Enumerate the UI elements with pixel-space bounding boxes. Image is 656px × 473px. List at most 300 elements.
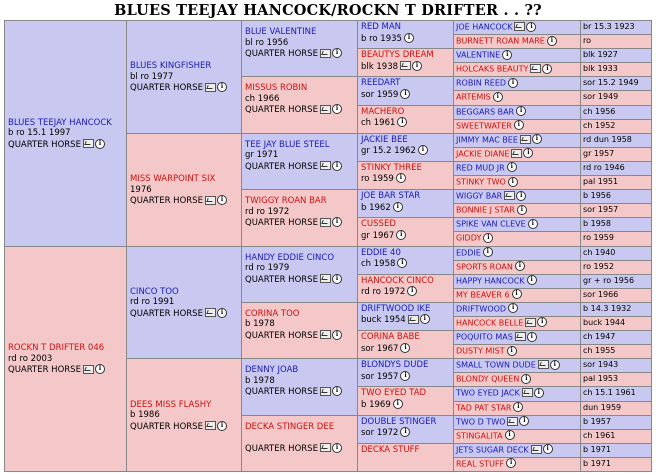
horse-name-link[interactable]: DUSTY MIST [456,346,505,356]
g3-horse-cell [241,246,358,303]
info-icon[interactable]: i [95,139,105,149]
record-icons [515,331,537,343]
record-icons [507,416,529,428]
info-icon[interactable]: i [95,364,105,374]
horse-name-link[interactable]: TWO EYED TAD [361,388,427,399]
info-icon[interactable]: i [516,191,526,201]
card-icon[interactable] [320,387,331,396]
info-icon[interactable]: i [512,289,522,299]
info-icon[interactable]: i [550,360,560,370]
info-icon[interactable]: i [507,346,517,356]
info-icon[interactable]: i [527,332,537,342]
record-icons [483,232,493,244]
info-icon[interactable]: i [396,230,406,240]
record-icons [508,77,518,89]
horse-name-link[interactable]: REEDART [361,78,401,89]
g5-horse-cell [453,217,581,232]
record-icons [525,317,547,329]
g5-horse-cell [453,288,581,303]
horse-name-link[interactable]: TAD PAT STAR [456,403,512,413]
record-icons [512,289,522,301]
horse-name-link[interactable]: BLONDY QUEEN [456,374,520,384]
horse-name-link[interactable]: DOUBLE STINGER [361,416,437,427]
info-icon[interactable]: i [404,33,414,43]
info-icon[interactable]: i [517,205,527,215]
record-icons [514,120,524,132]
horse-name-link[interactable]: JACKIE DIANE [456,149,510,159]
g5-horse-details: ro 1959 [580,231,652,246]
horse-details-row [361,343,450,355]
info-icon[interactable]: i [542,64,552,74]
g5-horse-details: ch 1940 [580,246,652,261]
horse-details: b 1986 [130,410,160,421]
g5-horse-details: rd ro 1946 [580,161,652,176]
info-icon[interactable]: i [217,421,227,431]
info-icon[interactable]: i [523,148,533,158]
card-icon[interactable] [83,139,94,148]
info-icon[interactable]: i [514,120,524,130]
info-icon[interactable]: i [217,82,227,92]
horse-name-link[interactable]: VALENTINE [456,50,501,60]
g5-horse-cell [453,161,581,176]
horse-name-link[interactable]: BLUES KINGFISHER [130,61,212,72]
g5-horse-details: b 1971 [580,443,652,458]
horse-name-link[interactable]: MISS WARPOINT SIX [130,174,216,185]
card-icon[interactable] [522,388,533,397]
info-icon[interactable]: i [519,416,529,426]
record-icons [397,258,407,269]
info-icon[interactable]: i [508,78,518,88]
horse-details: sor 1967 [361,343,399,354]
g1-horse-cell [4,20,127,247]
g5-horse-details: gr 1957 [580,147,652,162]
info-icon[interactable]: i [543,444,553,454]
horse-name-link[interactable]: CORINA BABE [361,332,420,343]
horse-name-link[interactable]: HANDY EDDIE CINCO [245,252,335,263]
record-icons [522,387,544,399]
g5-horse-cell [453,147,581,162]
info-icon[interactable]: i [332,48,342,58]
g5-horse-cell [453,133,581,148]
breed-row [130,82,227,94]
horse-name-link[interactable]: SWEETWATER [456,121,512,131]
record-icons [408,314,430,325]
horse-name-link[interactable]: JACKIE BEE [361,134,408,145]
horse-name-link[interactable]: DECKA STINGER DEE [245,421,335,432]
g5-horse-cell [453,401,581,416]
horse-name-link[interactable]: JIMMY MAC BEE [456,135,518,145]
card-icon[interactable] [320,49,331,58]
record-icons [320,330,342,341]
g5-horse-cell [453,358,581,373]
horse-details: gr 1971 [245,150,279,161]
card-icon[interactable] [205,308,216,317]
horse-details-row [361,230,450,242]
card-icon[interactable] [205,421,216,430]
horse-details: b 1962 [361,202,391,213]
horse-details: ch 1966 [245,93,280,104]
card-icon[interactable] [538,360,549,369]
info-icon[interactable]: i [528,219,538,229]
horse-name-link[interactable]: SPIKE VAN CLEVE [456,219,526,229]
horse-name-link[interactable]: MISSUS ROBIN [245,83,308,94]
horse-name-link[interactable]: EDDIE [456,248,481,257]
horse-name-link[interactable]: CORINA TOO [245,308,300,319]
info-icon[interactable]: i [507,162,517,172]
breed-row [245,217,354,229]
horse-name-link[interactable]: HOLCAKS BEAUTY [456,64,529,74]
record-icons [83,364,105,375]
breed-label: QUARTER HORSE [130,308,203,319]
horse-details-row [361,258,450,270]
card-icon[interactable] [525,318,536,327]
breed-label: QUARTER HORSE [8,139,81,150]
horse-name-link[interactable]: BLONDYS DUDE [361,360,429,371]
info-icon[interactable]: i [332,217,342,227]
horse-name-link[interactable]: SPORTS ROAN [456,262,513,272]
horse-name-link[interactable]: STINKY THREE [361,162,422,173]
horse-name-link[interactable]: ROCKN T DRIFTER 046 [8,343,105,354]
info-icon[interactable]: i [516,106,526,116]
horse-details: sor 1959 [361,89,399,100]
horse-name-link[interactable]: CINCO TOO [130,286,179,297]
horse-name-link[interactable]: MACHERO [361,106,405,117]
info-icon[interactable]: i [332,386,342,396]
breed-label: QUARTER HORSE [245,387,318,398]
record-icons [407,286,417,297]
card-icon[interactable] [205,196,216,205]
card-icon[interactable] [320,105,331,114]
breed-row [245,104,354,116]
info-icon[interactable]: i [508,177,518,187]
record-icons [83,139,105,150]
card-icon[interactable] [320,330,331,339]
record-icons [205,421,227,432]
g5-horse-details: sor 15.2 1949 [580,76,652,91]
horse-name-link[interactable]: POQUITO MAS [456,332,513,342]
card-icon[interactable] [507,417,518,426]
g5-horse-cell [453,105,581,120]
g5-horse-cell [453,231,581,246]
g4-horse-cell [357,133,454,162]
info-icon[interactable]: i [400,427,410,437]
record-icons [320,161,342,172]
g4-horse-cell [357,189,454,218]
info-icon[interactable]: i [513,402,523,412]
card-icon[interactable] [530,64,541,73]
horse-details: b 1978 [245,375,275,386]
record-icons [538,359,560,371]
g4-horse-cell [357,386,454,415]
horse-details: bl ro 1956 [245,37,289,48]
horse-name-link[interactable]: RED MAN [361,22,402,32]
record-icons [504,190,526,202]
record-icons [508,176,518,188]
info-icon[interactable]: i [483,233,493,243]
info-icon[interactable]: i [505,430,515,440]
info-icon[interactable]: i [332,104,342,114]
g5-horse-cell [453,20,581,35]
g5-horse-details: gr + ro 1956 [580,274,652,289]
info-icon[interactable]: i [332,443,342,453]
horse-name-link[interactable]: HANCOCK BELLE [456,318,524,328]
info-icon[interactable]: i [493,92,503,102]
g5-horse-details: b 1958 [580,217,652,232]
info-icon[interactable]: i [532,134,542,144]
card-icon[interactable] [504,191,515,200]
info-icon[interactable]: i [396,173,406,183]
record-icons [528,218,538,230]
horse-name-link[interactable]: STINGALITA [456,431,503,441]
record-icons [502,49,512,61]
g5-horse-details: blk 1933 [580,62,652,77]
card-icon[interactable] [515,332,526,341]
horse-name-link[interactable]: GIDDY [456,233,482,243]
record-icons [320,104,342,115]
record-icons [320,443,342,454]
horse-details: sor 1957 [361,371,399,382]
info-icon[interactable]: i [412,61,422,71]
info-icon[interactable]: i [526,22,536,32]
record-icons [527,275,537,287]
g5-horse-cell [453,203,581,218]
info-icon[interactable]: i [400,343,410,353]
info-icon[interactable]: i [502,50,512,60]
info-icon[interactable]: i [420,314,430,324]
card-icon[interactable] [400,61,411,70]
card-icon[interactable] [320,443,331,452]
info-icon[interactable]: i [506,458,516,468]
g4-horse-cell [357,246,454,275]
record-icons [507,162,517,174]
info-icon[interactable]: i [400,371,410,381]
info-icon[interactable]: i [515,261,525,271]
horse-name-link[interactable]: DEES MISS FLASHY [130,399,212,410]
horse-name-link[interactable]: REAL STUFF [456,459,505,469]
horse-name-link[interactable]: EDDIE 40 [361,247,401,258]
g5-horse-details: ro 1952 [580,260,652,275]
g4-horse-cell [357,217,454,246]
card-icon[interactable] [531,445,542,454]
g5-horse-cell [453,457,581,472]
record-icons [320,386,342,397]
record-icons [205,195,227,206]
info-icon[interactable]: i [521,374,531,384]
record-icons [320,217,342,228]
breed-row [245,48,354,60]
horse-name-link[interactable]: TWIGGY ROAN BAR [245,196,327,207]
g3-horse-cell [241,20,358,77]
horse-name-link[interactable]: CUSSED [361,219,396,230]
record-icons [520,134,542,146]
info-icon[interactable]: i [332,161,342,171]
record-icons [418,145,428,156]
horse-details: rd ro 1991 [130,297,175,308]
info-icon[interactable]: i [547,36,557,46]
horse-details: ch 1958 [361,259,396,269]
g4-horse-cell [357,358,454,387]
horse-details-row [361,427,450,439]
horse-name-link[interactable]: BONNIE J STAR [456,205,515,215]
breed-label: QUARTER HORSE [130,83,203,94]
horse-details: b ro 1935 [361,33,402,44]
card-icon[interactable] [320,274,331,283]
g4-horse-cell [357,76,454,105]
g5-horse-details: br 15.3 1923 [580,20,652,35]
g4-horse-cell [357,105,454,134]
info-icon[interactable]: i [397,117,407,127]
breed-row [130,195,227,207]
horse-name-link[interactable]: JOE BAR STAR [361,191,421,202]
record-icons [400,89,410,100]
horse-name-link[interactable]: JETS SUGAR DECK [456,445,529,455]
horse-details-row [361,286,450,298]
g5-horse-details: buck 1944 [580,316,652,331]
horse-name-link[interactable]: BEAUTYS DREAM [361,50,434,61]
breed-row [245,386,354,398]
horse-name-link[interactable]: SMALL TOWN DUDE [456,360,536,370]
card-icon[interactable] [408,315,419,324]
horse-name-link[interactable]: BLUES TEEJAY HANCOCK [8,117,112,128]
info-icon[interactable]: i [537,317,547,327]
horse-name-link[interactable]: MY BEAVER 6 [456,290,510,300]
g5-horse-cell [453,34,581,49]
breed-row [130,308,227,320]
record-icons [205,82,227,93]
card-icon[interactable] [511,149,522,158]
horse-name-link[interactable]: BEGGARS BAR [456,107,515,117]
g5-horse-details: sor 1949 [580,90,652,105]
horse-details: ch 1961 [361,118,396,129]
info-icon[interactable]: i [534,388,544,398]
record-icons [521,373,531,385]
g5-horse-details: b 14.3 1932 [580,302,652,317]
record-icons [396,173,406,184]
record-icons [516,106,526,118]
info-icon[interactable]: i [332,330,342,340]
info-icon[interactable]: i [397,258,407,268]
g5-horse-cell [453,429,581,444]
horse-name-link[interactable]: STINKY TWO [456,177,506,187]
info-icon[interactable]: i [418,145,428,155]
breed-row [245,330,354,342]
g5-horse-cell [453,316,581,331]
record-icons [493,91,503,103]
info-icon[interactable]: i [527,275,537,285]
horse-details: gr 1967 [361,230,395,241]
breed-row [8,364,105,376]
g5-horse-cell [453,62,581,77]
g4-horse-cell [357,415,454,444]
horse-name-link[interactable]: ROBIN REED [456,78,507,88]
horse-name-link[interactable]: BURNETT ROAN MARE [456,36,545,46]
horse-name-link[interactable]: DENNY JOAB [245,365,299,376]
g5-horse-details: ch 1955 [580,344,652,359]
horse-details: sor 1972 [361,428,399,439]
info-icon[interactable]: i [483,247,493,257]
card-icon[interactable] [320,161,331,170]
record-icons [514,21,536,33]
record-icons [511,148,533,160]
info-icon[interactable]: i [332,274,342,284]
info-icon[interactable]: i [400,89,410,99]
breed-label: QUARTER HORSE [245,105,318,116]
g4-horse-cell [357,20,454,49]
g5-horse-cell [453,386,581,401]
record-icons [517,204,527,216]
record-icons [513,402,523,414]
info-icon[interactable]: i [393,202,403,212]
g3-horse-cell [241,302,358,359]
horse-details: gr 15.2 1962 [361,146,416,157]
card-icon[interactable] [205,83,216,92]
g5-horse-cell [453,260,581,275]
g5-horse-details: sor 1943 [580,358,652,373]
horse-name-link[interactable]: TEE JAY BLUE STEEL [245,139,330,150]
card-icon[interactable] [83,365,94,374]
record-icons [507,345,517,357]
info-icon[interactable]: i [508,303,518,313]
g2-horse-cell [126,358,242,472]
g5-horse-cell [453,175,581,190]
info-icon[interactable]: i [407,286,417,296]
horse-name-link[interactable]: WIGGY BAR [456,191,503,201]
horse-name-link[interactable]: DRIFTWOOD IKE [361,303,431,314]
horse-name-link[interactable]: TWO EYED JACK [456,388,520,398]
horse-name-link[interactable]: TWO D TWO [456,417,506,427]
record-icons [320,274,342,285]
horse-name-link[interactable]: JOE HANCOCK [456,22,513,32]
horse-name-link[interactable]: DRIFTWOOD [456,304,507,314]
breed-label: QUARTER HORSE [245,161,318,172]
g5-horse-cell [453,344,581,359]
horse-name-link[interactable]: RED MUD JR [456,163,505,173]
horse-details: b 1969 [361,399,391,410]
horse-name-link[interactable]: HANCOCK CINCO [361,275,434,286]
horse-details-row [361,33,450,45]
horse-details: 1976 [130,184,152,195]
breed-row [245,161,354,173]
info-icon[interactable]: i [393,399,403,409]
breed-label: QUARTER HORSE [245,443,318,454]
record-icons [400,61,422,72]
horse-name-link[interactable]: HAPPY HANCOCK [456,276,525,286]
horse-details-row [361,145,450,157]
breed-row [245,443,354,455]
g4-horse-cell [357,330,454,359]
g5-horse-cell [453,119,581,134]
card-icon[interactable] [320,218,331,227]
card-icon[interactable] [514,22,525,31]
g4-horse-cell [357,302,454,331]
record-icons [393,399,403,410]
breed-label: QUARTER HORSE [245,274,318,285]
g2-horse-cell [126,246,242,360]
g5-horse-details: rd dun 1958 [580,133,652,148]
breed-label: QUARTER HORSE [245,49,318,59]
g5-horse-details: b 1956 [580,189,652,204]
info-icon[interactable]: i [217,195,227,205]
horse-details-row [361,314,450,326]
horse-name-link[interactable]: BLUE VALENTINE [245,27,317,37]
info-icon[interactable]: i [217,308,227,318]
g1-horse-cell [4,246,127,473]
g4-horse-cell [357,48,454,77]
horse-name-link[interactable]: DECKA STUFF [361,444,420,455]
card-icon[interactable] [520,135,531,144]
horse-name-link[interactable]: ARTEMIS [456,92,491,102]
g5-horse-details: ch 15.1 1961 [580,386,652,401]
